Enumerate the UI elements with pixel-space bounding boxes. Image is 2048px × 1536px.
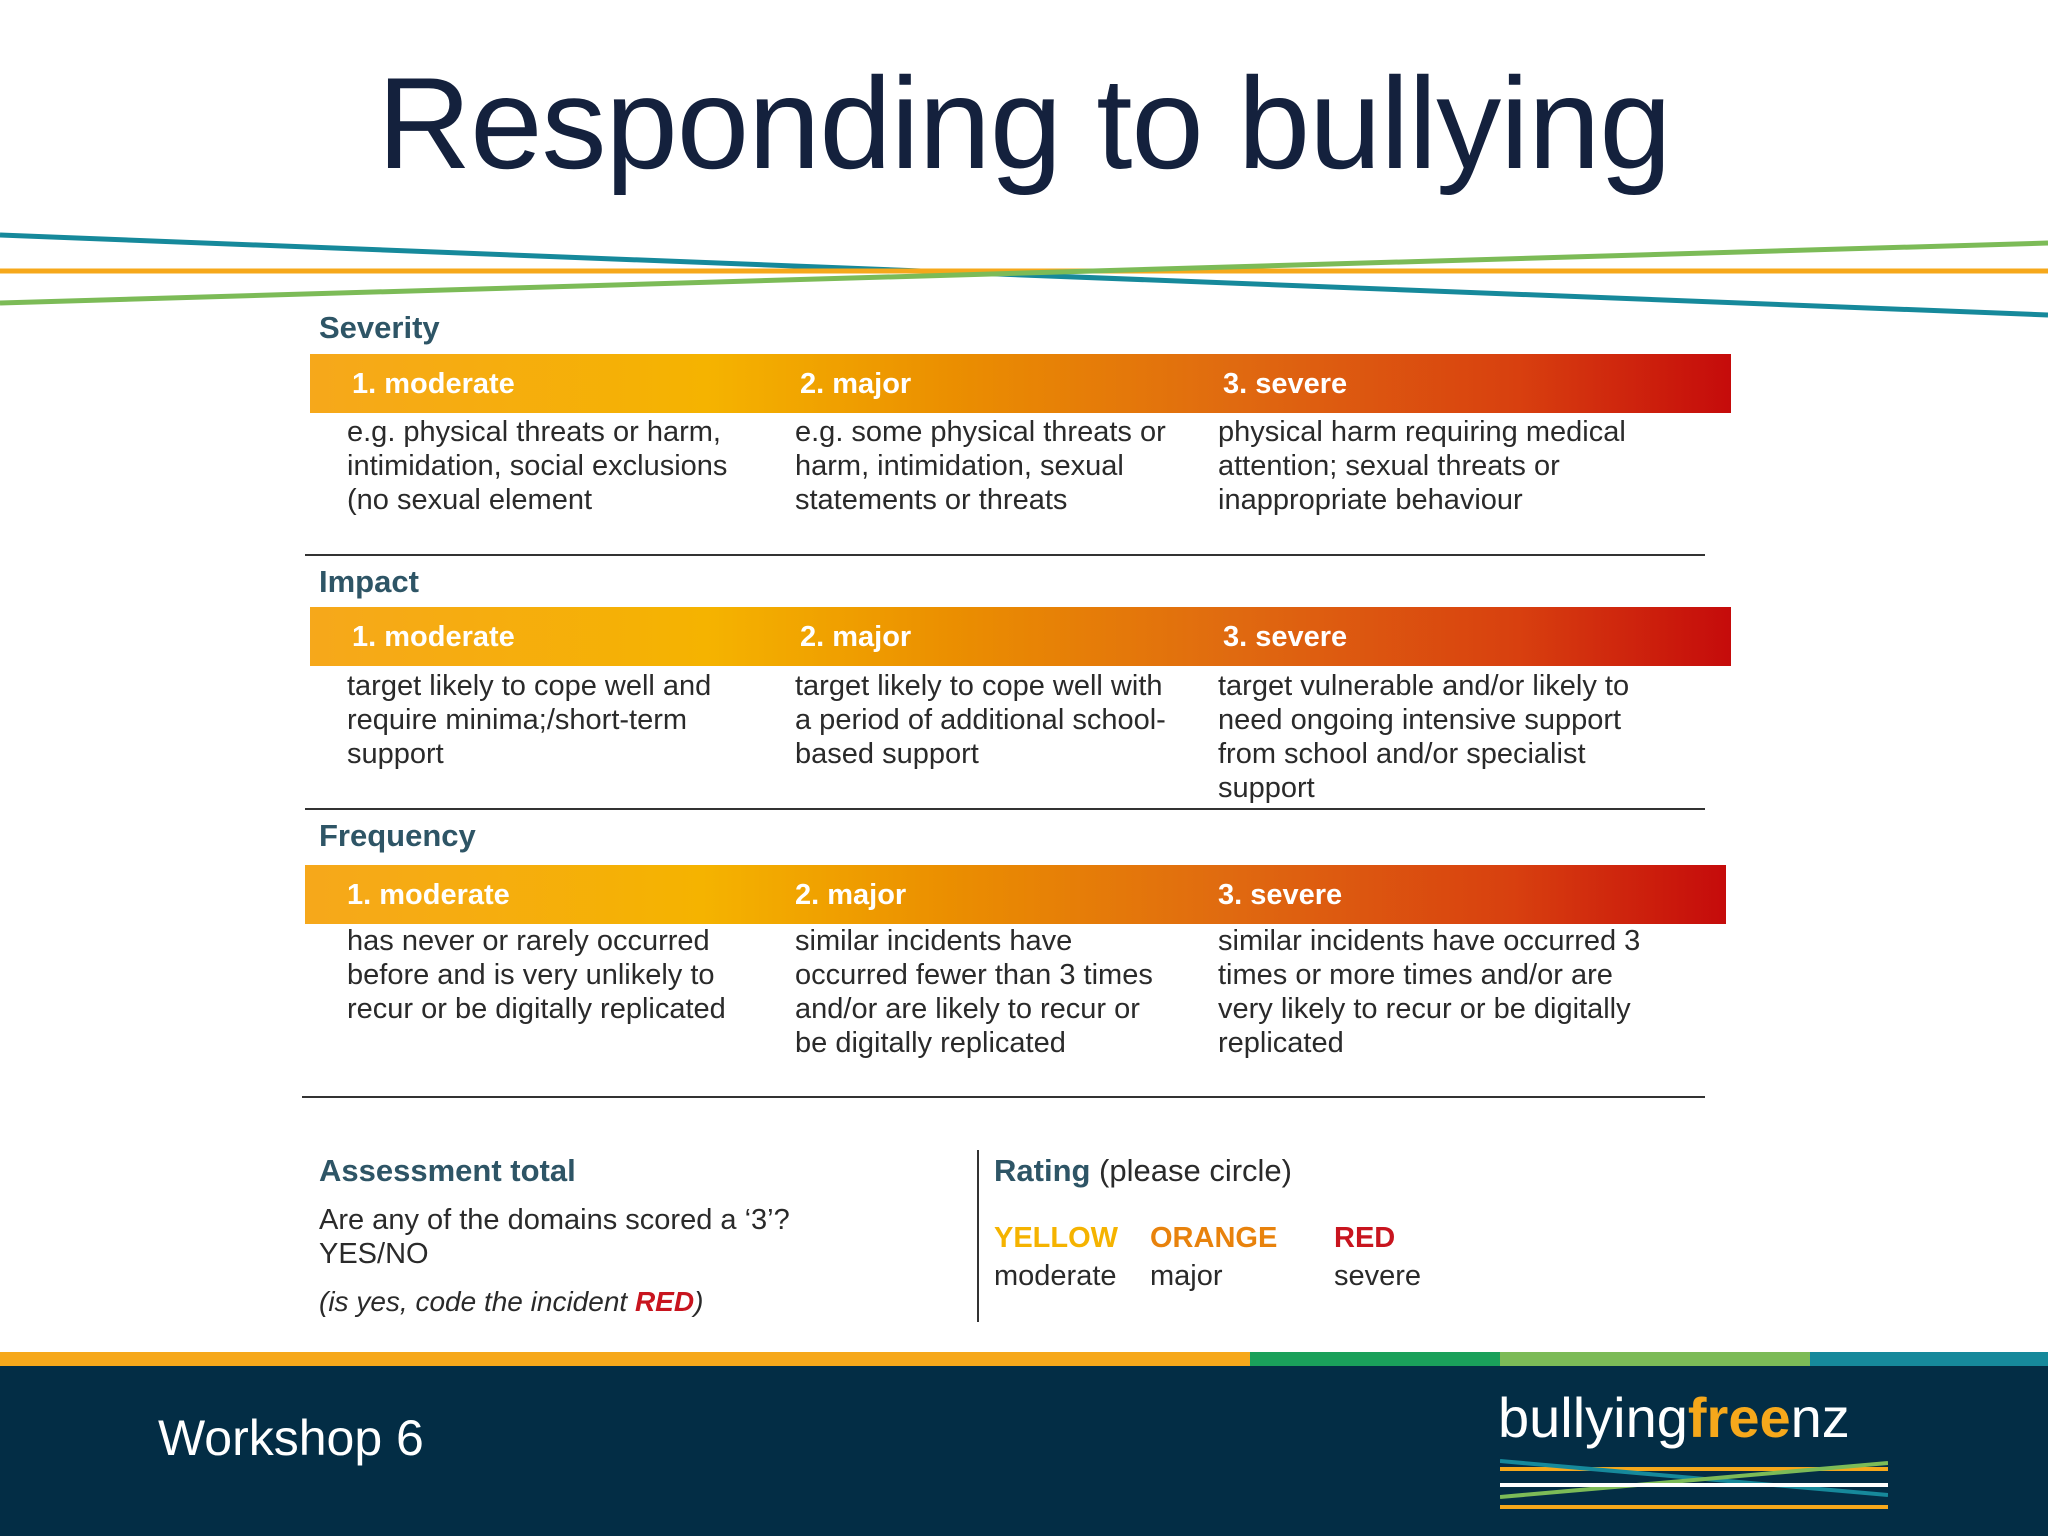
red-code-text: RED [634,1286,695,1317]
rating-red-label[interactable]: RED [1334,1222,1396,1254]
section-divider [305,554,1705,556]
level-description: has never or rarely occurred before and is very unlikely to recur or be digitally replicated [347,925,726,1025]
rating-title: Rating (please circle) [994,1153,1292,1188]
frequency-section [305,818,1730,1098]
assessment-question: Are any of the domains scored a ‘3’? YES/NO [319,1204,790,1270]
level-description: similar incidents have occurred fewer than 3 times and/or are likely to recur or be digitally replicated [795,925,1153,1059]
level-label: 1. moderate [347,879,510,911]
level-description: e.g. physical threats or harm, intimidation, social exclusions (no sexual element [347,416,728,516]
impact-scale-bar [310,607,1731,666]
level-label: 2. major [800,368,912,400]
level-label: 1. moderate [352,621,515,653]
section-label: Frequency [319,818,476,853]
section-divider [305,808,1705,810]
rating-orange-desc: major [1150,1260,1223,1292]
severity-section [305,310,1730,560]
impact-section [305,564,1730,814]
footer-color-stripes [0,1352,2048,1366]
rating-red-desc: severe [1334,1260,1422,1292]
frequency-scale-bar [305,865,1726,924]
level-description: e.g. some physical threats or harm, intimidation, sexual statements or threats [795,416,1166,516]
assessment-note: (is yes, code the incident RED) [319,1286,704,1317]
level-description: target likely to cope well with a period of additional school- based support [795,670,1166,770]
workshop-label: Workshop 6 [158,1410,424,1466]
assessment-title: Assessment total [319,1153,576,1188]
level-label: 3. severe [1223,621,1348,653]
level-description: target vulnerable and/or likely to need ongoing intensive support from school and/or specialist support [1218,670,1630,804]
level-label: 2. major [800,621,912,653]
level-label: 3. severe [1218,879,1343,911]
rating-yellow-desc: moderate [994,1260,1117,1292]
level-label: 3. severe [1223,368,1348,400]
slide-title: Responding to bullying [377,50,1671,196]
level-description: physical harm requiring medical attention; sexual threats or inappropriate behaviour [1218,416,1626,516]
level-description: target likely to cope well and require minima;/short-term support [347,670,712,770]
level-description: similar incidents have occurred 3 times or more times and/or are very likely to recur or be digitally replicated [1218,925,1641,1059]
bullyingfreenz-logo: bullyingfreenz [1498,1386,1850,1449]
section-label: Impact [319,564,419,599]
section-label: Severity [319,310,440,345]
section-divider [302,1096,1705,1098]
rating-yellow-label[interactable]: YELLOW [994,1222,1119,1254]
level-label: 2. major [795,879,907,911]
vertical-divider [977,1150,979,1322]
severity-scale-bar [310,354,1731,413]
rating-orange-label[interactable]: ORANGE [1150,1222,1278,1254]
logo-lines-icon [1500,1455,1888,1515]
level-label: 1. moderate [352,368,515,400]
